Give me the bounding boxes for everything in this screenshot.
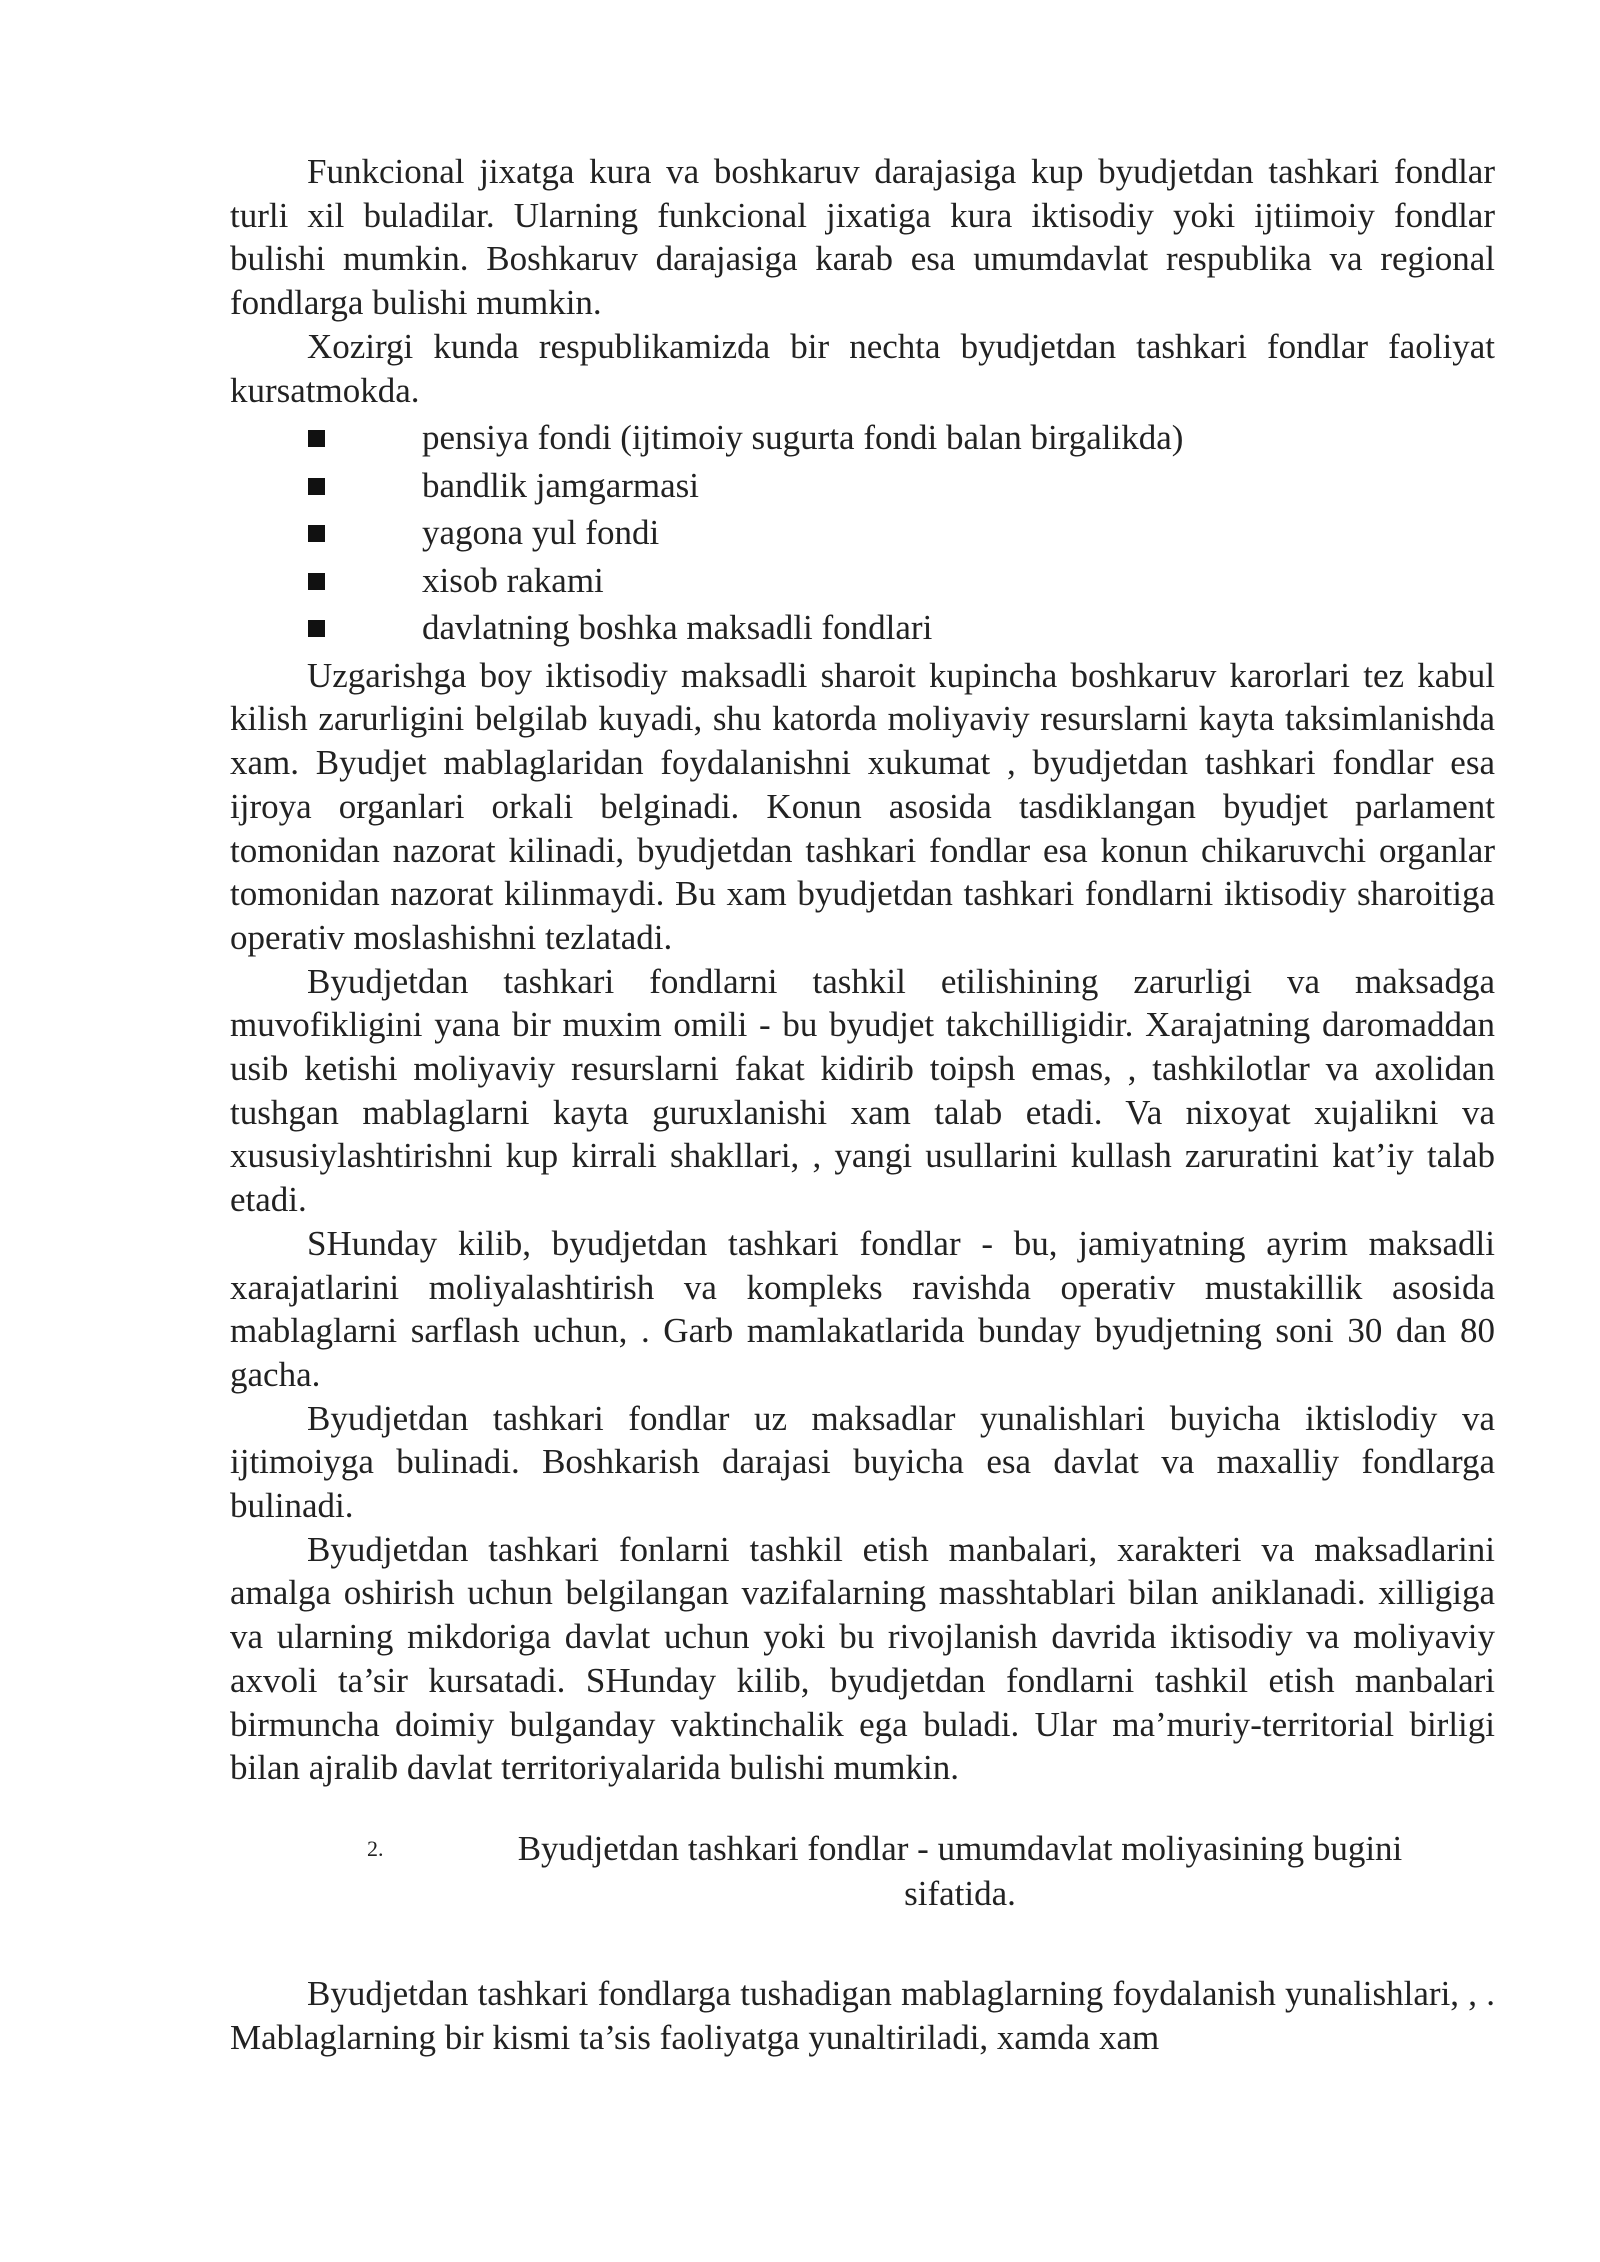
square-bullet-icon xyxy=(308,478,325,495)
square-bullet-icon xyxy=(308,525,325,542)
section-title: Byudjetdan tashkari fondlar - umumdavlat moliyasining bugini sifatida. xyxy=(517,1829,1403,1913)
section-number: 2. xyxy=(367,1836,384,1861)
list-item xyxy=(230,604,1495,652)
list-item xyxy=(230,557,1495,605)
paragraph: Funkcional jixatga kura va boshkaruv darajasiga kup byudjetdan tashkari fondlar turli xil buladilar. Ularning funkcional jixatiga kura iktisodiy yoki ijtiimoiy fondlar bulishi mumkin. Boshkaruv darajasiga karab esa umumdavlat respublika va regional fondlarga bulishi mumkin. xyxy=(230,152,1495,323)
list-item xyxy=(230,414,1495,462)
list-item-text: pensiya fondi (ijtimoiy sugurta fondi balan birgalikda) xyxy=(422,418,1184,458)
paragraph: SHunday kilib, byudjetdan tashkari fondlar - bu, jamiyatning ayrim maksadli xarajatlarini moliyalashtirish va kompleks ravishda operativ mustakillik asosida mablaglarni sarflash uchun, . Garb mamlakatlarida bunday byudjetning soni 30 dan 80 gacha. xyxy=(230,1223,1495,1394)
spacer xyxy=(230,1922,1495,1972)
list-item-text: xisob rakami xyxy=(422,560,604,600)
square-bullet-icon xyxy=(308,430,325,447)
paragraph: Byudjetdan tashkari fondlarni tashkil etilishining zarurligi va maksadga muvofikligini yana bir muxim omili - bu byudjet takchilligidir. Xarajatning daromaddan usib ketishi moliyaviy resurslarni fakat kidirib toipsh emas, , tashkilotlar va axolidan tushgan mablaglarni kayta guruxlanishi xam talab etadi. Va nixoyat xujalikni va xususiylashtirishni kup kirrali shakllari, , yangi usullarini kullash zaruratini kat’iy talab etadi. xyxy=(230,961,1495,1220)
bullet-list xyxy=(230,414,1495,652)
square-bullet-icon xyxy=(308,620,325,637)
list-item xyxy=(230,509,1495,557)
list-item-text: davlatning boshka maksadli fondlari xyxy=(422,608,933,648)
paragraph: Byudjetdan tashkari fondlar uz maksadlar yunalishlari buyicha iktislodiy va ijtimoiyga bulinadi. Boshkarish darajasi buyicha esa davlat va maxalliy fondlarga bulinadi. xyxy=(230,1398,1495,1526)
document-page xyxy=(230,150,1495,2059)
list-item-text: bandlik jamgarmasi xyxy=(422,465,700,505)
square-bullet-icon xyxy=(308,573,325,590)
paragraph: Byudjetdan tashkari fonlarni tashkil etish manbalari, xarakteri va maksadlarini amalga oshirish uchun belgilangan vazifalarning masshtablari bilan aniklanadi. xilligiga va ularning mikdoriga davlat uchun yoki bu rivojlanish davrida iktisodiy va moliyaviy axvoli ta’sir kursatadi. SHunday kilib, byudjetdan fondlarni tashkil etish manbalari birmuncha doimiy bulganday vaktinchalik ega buladi. Ular ma’muriy-territorial birligi bilan ajralib davlat territoriyalarida bulishi mumkin. xyxy=(230,1529,1495,1788)
paragraph: Byudjetdan tashkari fondlarga tushadigan mablaglarning foydalanish yunalishlari, , . Mablaglarning bir kismi ta’sis faoliyatga yunaltiriladi, xamda xam xyxy=(230,1974,1495,2057)
list-item-text: yagona yul fondi xyxy=(422,513,660,553)
paragraph: Uzgarishga boy iktisodiy maksadli sharoit kupincha boshkaruv karorlari tez kabul kilish zarurligini belgilab kuyadi, shu katorda moliyaviy resurslarni kayta taksimlanishda xam. Byudjet mablaglaridan foydalanishni xukumat , byudjetdan tashkari fondlar esa ijroya organlari orkali belginadi. Konun asosida tasdiklangan byudjet parlament tomonidan nazorat kilinadi, byudjetdan tashkari fondlar esa konun chikaruvchi organlar tomonidan nazorat kilinmaydi. Bu xam byudjetdan tashkari fondlarni iktisodiy sharoitiga operativ moslashishni tezlatadi. xyxy=(230,655,1495,957)
paragraph: Xozirgi kunda respublikamizda bir nechta byudjetdan tashkari fondlar faoliyat kursatmokda. xyxy=(230,326,1495,410)
list-item xyxy=(230,462,1495,510)
section-heading xyxy=(230,1826,1495,1922)
